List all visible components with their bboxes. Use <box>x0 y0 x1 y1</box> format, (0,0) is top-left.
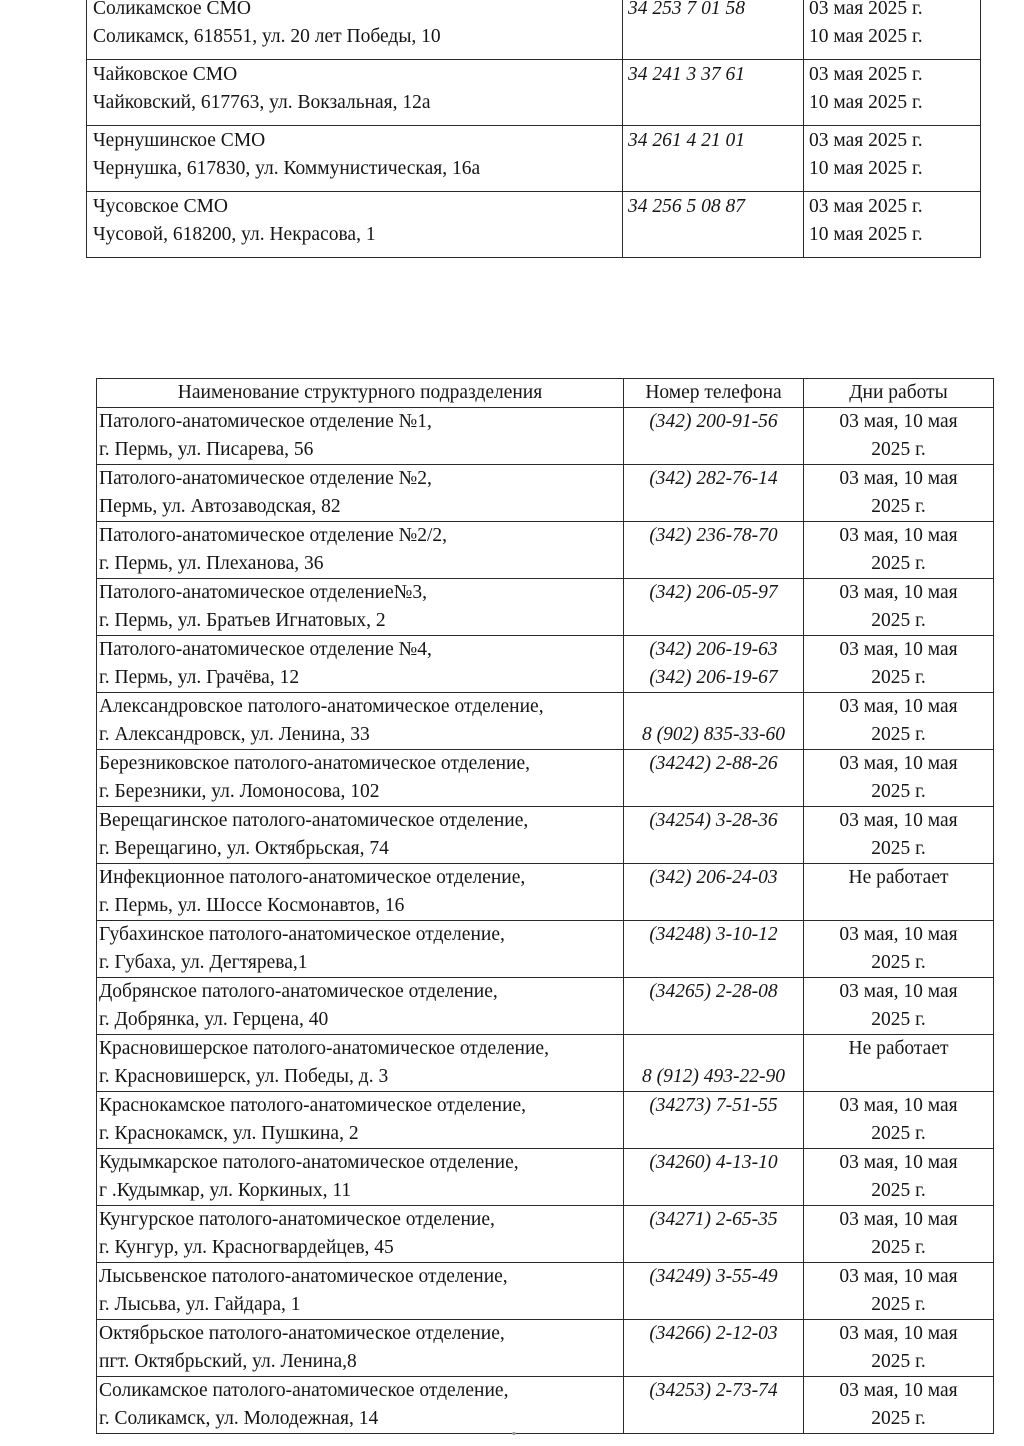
work-days: 03 мая, 10 мая <box>839 411 958 432</box>
work-days-year: 2025 г. <box>871 1237 926 1258</box>
days-cell <box>804 807 994 864</box>
work-days-year: 2025 г. <box>871 1408 926 1429</box>
phone-cell <box>624 693 804 750</box>
days-cell <box>804 978 994 1035</box>
phone-number: 34 253 7 01 58 <box>628 0 745 19</box>
department-name: Красновишерское патолого-анатомическое отделение, <box>99 1038 549 1059</box>
days-cell <box>804 126 981 192</box>
department-address: г. Кунгур, ул. Красногвардейцев, 45 <box>99 1237 394 1258</box>
phone-cell <box>623 192 804 258</box>
department-address: г. Александровск, ул. Ленина, 33 <box>99 724 370 745</box>
scan-mark <box>512 1432 516 1435</box>
days-cell <box>804 921 994 978</box>
days-cell <box>804 864 994 921</box>
work-day: 03 мая 2025 г. <box>809 130 923 151</box>
phone-cell <box>624 1035 804 1092</box>
table-row <box>97 1263 994 1320</box>
days-cell <box>804 408 994 465</box>
work-days-year: 2025 г. <box>871 838 926 859</box>
table-row <box>97 1206 994 1263</box>
department-name: Соликамское патолого-анатомическое отделение, <box>99 1380 509 1401</box>
header-days: Дни работы <box>804 379 994 408</box>
department-address: г. Краснокамск, ул. Пушкина, 2 <box>99 1123 359 1144</box>
table-row <box>97 465 994 522</box>
smo-cell <box>87 0 623 60</box>
days-cell <box>804 1263 994 1320</box>
work-days: 03 мая, 10 мая <box>839 924 958 945</box>
department-name: Добрянское патолого-анатомическое отделение, <box>99 981 498 1002</box>
department-address: г. Пермь, ул. Плеханова, 36 <box>99 553 324 574</box>
work-days-year: 2025 г. <box>871 610 926 631</box>
days-cell <box>804 0 981 60</box>
work-days-year: 2025 г. <box>871 553 926 574</box>
work-days: 03 мая, 10 мая <box>839 1095 958 1116</box>
department-cell <box>97 921 624 978</box>
phone-number: (34242) 2-88-26 <box>649 753 778 774</box>
phone-cell <box>624 408 804 465</box>
work-days: 03 мая, 10 мая <box>839 1209 958 1230</box>
department-address: г. Пермь, ул. Братьев Игнатовых, 2 <box>99 610 386 631</box>
phone-number: (342) 282-76-14 <box>649 468 778 489</box>
department-cell <box>97 1092 624 1149</box>
work-days: 03 мая, 10 мая <box>839 696 958 717</box>
department-address: г. Губаха, ул. Дегтярева,1 <box>99 952 308 973</box>
table-row <box>87 60 981 126</box>
work-day: 10 мая 2025 г. <box>809 224 923 245</box>
work-day: 10 мая 2025 г. <box>809 26 923 47</box>
department-name: Патолого-анатомическое отделение №4, <box>99 639 432 660</box>
days-cell <box>804 1320 994 1377</box>
department-name: Губахинское патолого-анатомическое отделение, <box>99 924 505 945</box>
department-name: Лысьвенское патолого-анатомическое отделение, <box>99 1266 508 1287</box>
phone-number: (34266) 2-12-03 <box>649 1323 778 1344</box>
department-address: г. Верещагино, ул. Октябрьская, 74 <box>99 838 389 859</box>
phone-number: (342) 206-19-63 <box>649 639 778 660</box>
phone-number: (342) 206-19-67 <box>649 667 778 688</box>
phone-cell <box>624 1320 804 1377</box>
header-name: Наименование структурного подразделения <box>97 379 624 408</box>
work-days: 03 мая, 10 мая <box>839 981 958 1002</box>
phone-number: (34260) 4-13-10 <box>649 1152 778 1173</box>
table-row <box>97 408 994 465</box>
table-row <box>87 0 981 60</box>
phone-cell <box>624 636 804 693</box>
phone-cell <box>624 465 804 522</box>
department-cell <box>97 1320 624 1377</box>
department-cell <box>97 1377 624 1434</box>
work-days-year: 2025 г. <box>871 496 926 517</box>
department-name: Инфекционное патолого-анатомическое отделение, <box>99 867 526 888</box>
department-address: г. Соликамск, ул. Молодежная, 14 <box>99 1408 379 1429</box>
work-days-year: 2025 г. <box>871 781 926 802</box>
department-name: Октябрьское патолого-анатомическое отделение, <box>99 1323 505 1344</box>
department-name: Александровское патолого-анатомическое отделение, <box>99 696 544 717</box>
phone-cell <box>624 864 804 921</box>
smo-table <box>86 0 981 258</box>
department-address: Пермь, ул. Автозаводская, 82 <box>99 496 341 517</box>
department-address: г. Пермь, ул. Грачёва, 12 <box>99 667 300 688</box>
work-day: 10 мая 2025 г. <box>809 92 923 113</box>
work-days-year: 2025 г. <box>871 1294 926 1315</box>
work-days: 03 мая, 10 мая <box>839 810 958 831</box>
phone-cell <box>624 807 804 864</box>
smo-name: Чусовское СМО <box>93 196 229 217</box>
phone-cell <box>624 1149 804 1206</box>
work-day: 03 мая 2025 г. <box>809 0 923 19</box>
days-cell <box>804 1149 994 1206</box>
days-cell <box>804 1035 994 1092</box>
work-days-year: 2025 г. <box>871 667 926 688</box>
header-phone: Номер телефона <box>624 379 804 408</box>
department-cell <box>97 1206 624 1263</box>
phone-number: 34 261 4 21 01 <box>628 130 745 151</box>
phone-number: 8 (902) 835-33-60 <box>642 724 785 745</box>
department-cell <box>97 579 624 636</box>
phone-number: 8 (912) 493-22-90 <box>642 1066 785 1087</box>
department-address: г. Березники, ул. Ломоносова, 102 <box>99 781 380 802</box>
department-name: Патолого-анатомическое отделение№3, <box>99 582 427 603</box>
work-days-year: 2025 г. <box>871 1009 926 1030</box>
smo-cell <box>87 192 623 258</box>
department-name: Патолого-анатомическое отделение №2, <box>99 468 432 489</box>
table-row <box>97 1320 994 1377</box>
table-row <box>97 807 994 864</box>
smo-cell <box>87 126 623 192</box>
days-cell <box>804 750 994 807</box>
table-row <box>97 1149 994 1206</box>
table-row <box>97 522 994 579</box>
phone-number: (342) 206-24-03 <box>649 867 778 888</box>
phone-number: 34 256 5 08 87 <box>628 196 745 217</box>
phone-number: (34248) 3-10-12 <box>649 924 778 945</box>
department-address: г. Лысьва, ул. Гайдара, 1 <box>99 1294 301 1315</box>
table-row <box>97 1377 994 1434</box>
department-cell <box>97 522 624 579</box>
days-cell <box>804 636 994 693</box>
smo-address: Чайковский, 617763, ул. Вокзальная, 12а <box>93 92 431 113</box>
department-address: пгт. Октябрьский, ул. Ленина,8 <box>99 1351 357 1372</box>
work-days-year: 2025 г. <box>871 1123 926 1144</box>
phone-cell <box>624 522 804 579</box>
work-days: 03 мая, 10 мая <box>839 639 958 660</box>
phone-cell <box>624 1092 804 1149</box>
department-name: Патолого-анатомическое отделение №2/2, <box>99 525 448 546</box>
work-days-year: 2025 г. <box>871 439 926 460</box>
department-address: г. Пермь, ул. Шоссе Космонавтов, 16 <box>99 895 405 916</box>
work-days: 03 мая, 10 мая <box>839 582 958 603</box>
phone-number: (34254) 3-28-36 <box>649 810 778 831</box>
work-day: 03 мая 2025 г. <box>809 64 923 85</box>
days-cell <box>804 1377 994 1434</box>
phone-cell <box>624 978 804 1035</box>
department-name: Березниковское патолого-анатомическое отделение, <box>99 753 531 774</box>
smo-address: Чернушка, 617830, ул. Коммунистическая, 16а <box>93 158 481 179</box>
work-days-year: 2025 г. <box>871 1351 926 1372</box>
smo-cell <box>87 60 623 126</box>
phone-number: (342) 236-78-70 <box>649 525 778 546</box>
days-cell <box>804 60 981 126</box>
phone-number: 34 241 3 37 61 <box>628 64 745 85</box>
phone-cell <box>623 60 804 126</box>
phone-cell <box>623 0 804 60</box>
phone-number: (34265) 2-28-08 <box>649 981 778 1002</box>
table-row <box>97 636 994 693</box>
work-days: Не работает <box>848 867 949 888</box>
phone-number: (34271) 2-65-35 <box>649 1209 778 1230</box>
phone-number: (342) 200-91-56 <box>649 411 778 432</box>
smo-name: Чернушинское СМО <box>93 130 266 151</box>
table-row <box>97 693 994 750</box>
table-row <box>97 750 994 807</box>
department-name: Краснокамское патолого-анатомическое отделение, <box>99 1095 527 1116</box>
days-cell <box>804 192 981 258</box>
days-cell <box>804 693 994 750</box>
smo-table-body <box>87 0 981 258</box>
work-day: 10 мая 2025 г. <box>809 158 923 179</box>
table-row <box>97 1035 994 1092</box>
work-days-year: 2025 г. <box>871 952 926 973</box>
phone-number: (34273) 7-51-55 <box>649 1095 778 1116</box>
work-days: 03 мая, 10 мая <box>839 468 958 489</box>
table-row <box>97 1092 994 1149</box>
department-cell <box>97 1035 624 1092</box>
department-address: г. Добрянка, ул. Герцена, 40 <box>99 1009 329 1030</box>
department-name: Патолого-анатомическое отделение №1, <box>99 411 432 432</box>
department-cell <box>97 807 624 864</box>
pathology-departments-table <box>96 378 994 1434</box>
table-row <box>97 978 994 1035</box>
phone-number: (34249) 3-55-49 <box>649 1266 778 1287</box>
work-days: 03 мая, 10 мая <box>839 1380 958 1401</box>
smo-address: Соликамск, 618551, ул. 20 лет Победы, 10 <box>93 26 441 47</box>
phone-cell <box>624 1263 804 1320</box>
days-cell <box>804 522 994 579</box>
header-row <box>97 379 994 408</box>
days-cell <box>804 1092 994 1149</box>
table-header <box>97 379 994 408</box>
table-row <box>97 579 994 636</box>
department-address: г .Кудымкар, ул. Коркиных, 11 <box>99 1180 352 1201</box>
pathology-departments-table-body <box>97 408 994 1434</box>
smo-name: Соликамское СМО <box>93 0 251 19</box>
department-cell <box>97 978 624 1035</box>
department-cell <box>97 636 624 693</box>
department-cell <box>97 408 624 465</box>
phone-cell <box>624 579 804 636</box>
smo-name: Чайковское СМО <box>93 64 238 85</box>
table-row <box>97 921 994 978</box>
work-days: 03 мая, 10 мая <box>839 1323 958 1344</box>
table-row <box>97 864 994 921</box>
phone-cell <box>623 126 804 192</box>
work-day: 03 мая 2025 г. <box>809 196 923 217</box>
work-days-year: 2025 г. <box>871 724 926 745</box>
department-cell <box>97 1263 624 1320</box>
work-days: Не работает <box>848 1038 949 1059</box>
department-name: Кунгурское патолого-анатомическое отделение, <box>99 1209 495 1230</box>
phone-number: (342) 206-05-97 <box>649 582 778 603</box>
department-address: г. Красновишерск, ул. Победы, д. 3 <box>99 1066 389 1087</box>
table-row <box>87 126 981 192</box>
department-address: г. Пермь, ул. Писарева, 56 <box>99 439 314 460</box>
phone-cell <box>624 1377 804 1434</box>
phone-number: (34253) 2-73-74 <box>649 1380 778 1401</box>
work-days: 03 мая, 10 мая <box>839 1266 958 1287</box>
work-days-year: 2025 г. <box>871 1180 926 1201</box>
days-cell <box>804 1206 994 1263</box>
smo-address: Чусовой, 618200, ул. Некрасова, 1 <box>93 224 376 245</box>
department-cell <box>97 750 624 807</box>
department-name: Верещагинское патолого-анатомическое отделение, <box>99 810 529 831</box>
days-cell <box>804 465 994 522</box>
work-days: 03 мая, 10 мая <box>839 1152 958 1173</box>
table-row <box>87 192 981 258</box>
department-cell <box>97 693 624 750</box>
phone-cell <box>624 750 804 807</box>
work-days: 03 мая, 10 мая <box>839 753 958 774</box>
work-days: 03 мая, 10 мая <box>839 525 958 546</box>
phone-cell <box>624 921 804 978</box>
department-cell <box>97 465 624 522</box>
department-cell <box>97 864 624 921</box>
phone-cell <box>624 1206 804 1263</box>
department-name: Кудымкарское патолого-анатомическое отделение, <box>99 1152 519 1173</box>
days-cell <box>804 579 994 636</box>
department-cell <box>97 1149 624 1206</box>
